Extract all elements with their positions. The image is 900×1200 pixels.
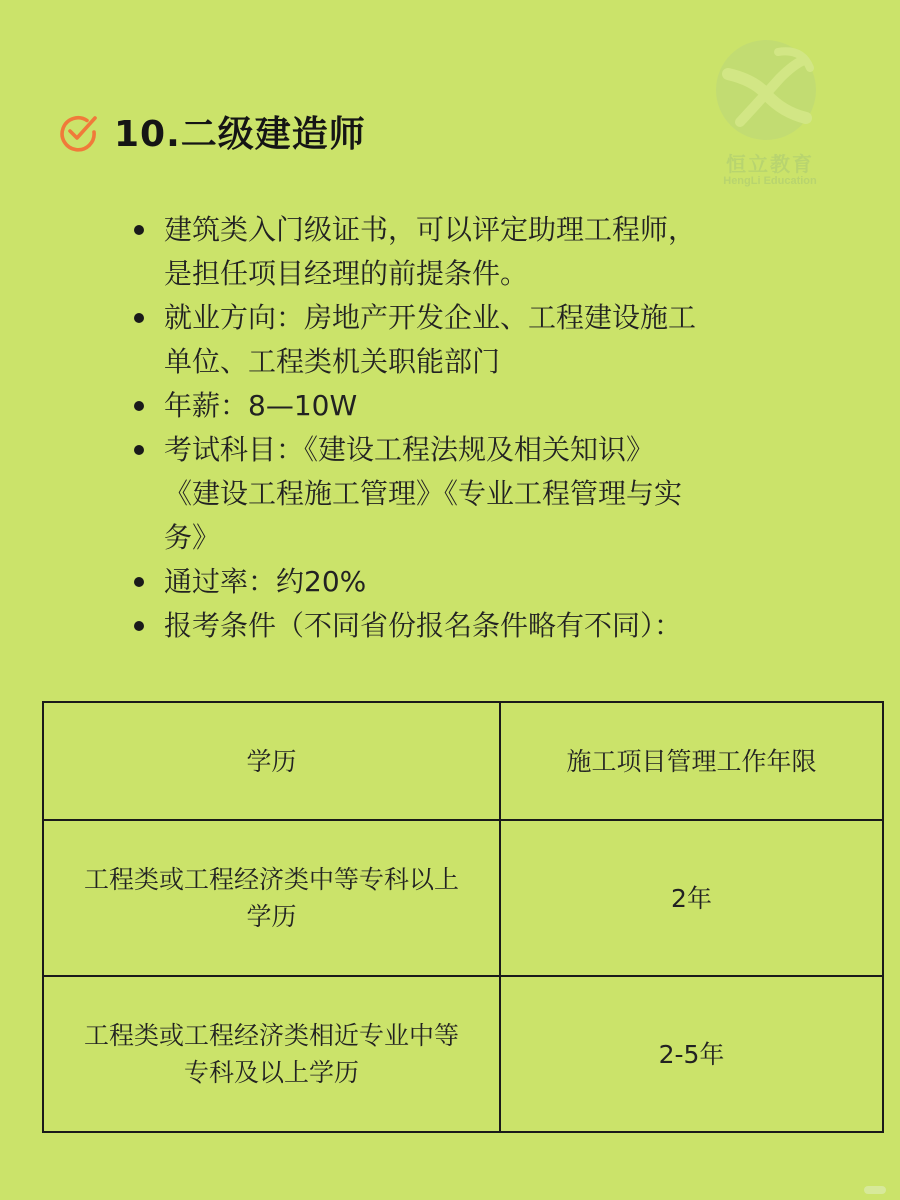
table-cell-years: 2-5年: [500, 976, 883, 1132]
bullet-text: 就业方向：房地产开发企业、工程建设施工 单位、工程类机关职能部门: [164, 301, 697, 378]
bullet-text: 通过率：约20%: [164, 565, 367, 598]
table-header-row: [43, 702, 883, 820]
logo-name-en: HengLi Education: [723, 175, 817, 187]
bullet-text: 建筑类入门级证书，可以评定助理工程师， 是担任项目经理的前提条件。: [164, 213, 697, 290]
bullet-text: 考试科目：《建设工程法规及相关知识》 《建设工程施工管理》《专业工程管理与实 务》: [164, 433, 683, 554]
bullet-dot-icon: [134, 401, 144, 411]
table-header-work-years: 施工项目管理工作年限: [500, 702, 883, 820]
cell-text: 工程类或工程经济类相近专业中等 专科及以上学历: [83, 1021, 459, 1087]
info-bullet-list: [130, 208, 830, 648]
section-heading: [58, 106, 366, 157]
requirements-table: [42, 701, 884, 1133]
bullet-dot-icon: [134, 445, 144, 455]
logo-name-cn: 恒立教育: [726, 152, 814, 176]
bullet-item-requirements: [130, 604, 830, 648]
table-header-education: 学历: [43, 702, 500, 820]
hengli-logo-icon: [706, 38, 834, 146]
hengli-logo: [706, 38, 834, 188]
bullet-item-employment: [130, 296, 830, 384]
table-cell-education: [43, 820, 500, 976]
bullet-dot-icon: [134, 621, 144, 631]
table-cell-education: [43, 976, 500, 1132]
bullet-item-pass-rate: [130, 560, 830, 604]
table-row: [43, 976, 883, 1132]
corner-watermark: [864, 1186, 886, 1194]
check-circle-icon: [58, 112, 98, 152]
table-cell-years: 2年: [500, 820, 883, 976]
bullet-dot-icon: [134, 225, 144, 235]
bullet-item-certificate: [130, 208, 830, 296]
bullet-text: 报考条件（不同省份报名条件略有不同）：: [164, 609, 683, 642]
bullet-item-subjects: [130, 428, 830, 560]
table-row: [43, 820, 883, 976]
bullet-dot-icon: [134, 577, 144, 587]
page-title: 10.二级建造师: [114, 114, 366, 155]
bullet-item-salary: [130, 384, 830, 428]
bullet-text: 年薪：8—10W: [164, 389, 358, 422]
cell-text: 工程类或工程经济类中等专科以上 学历: [83, 865, 459, 931]
bullet-dot-icon: [134, 313, 144, 323]
